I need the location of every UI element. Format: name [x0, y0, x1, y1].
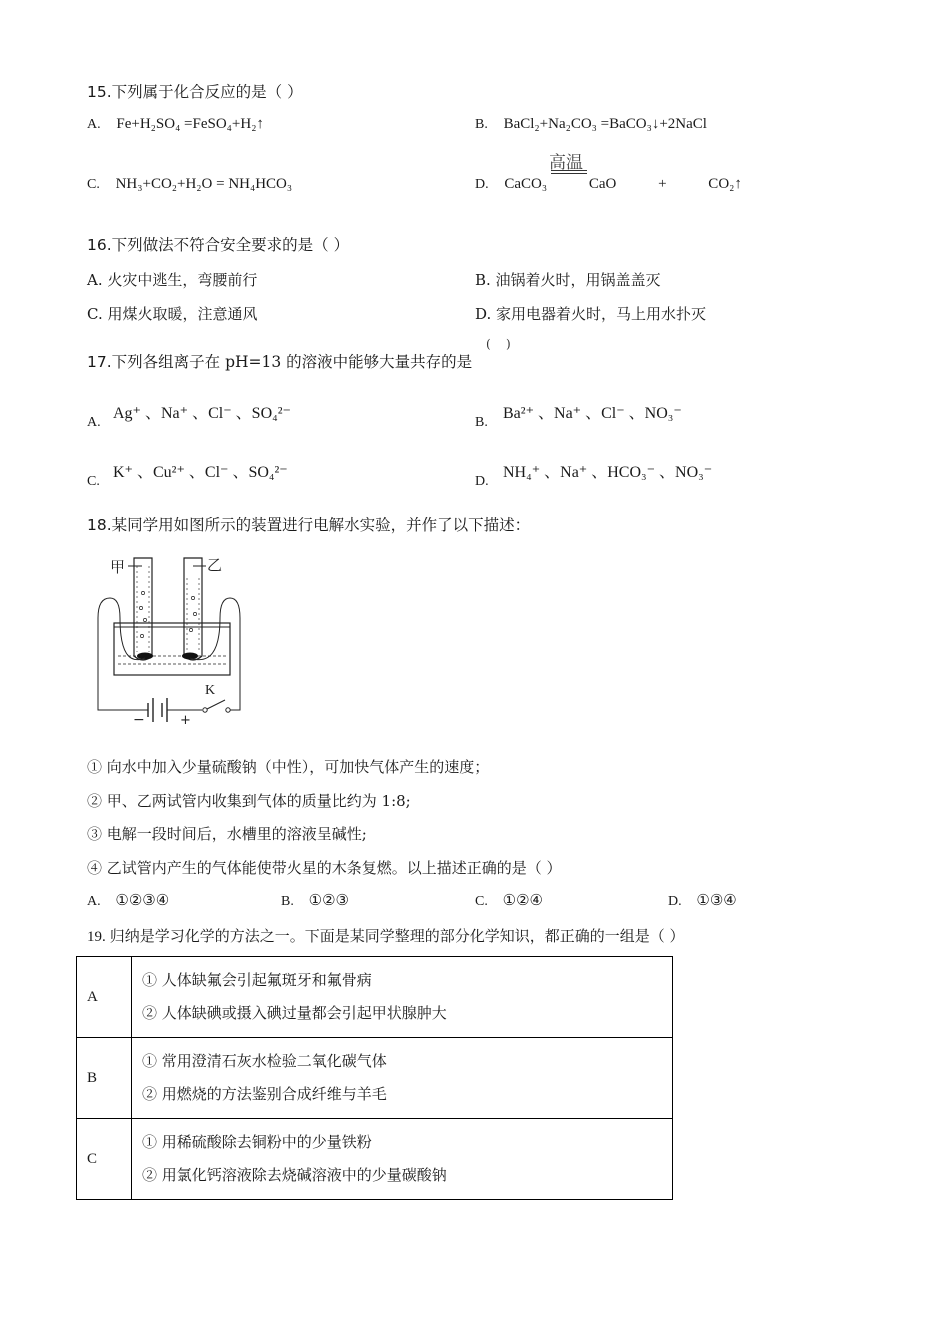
option-label: A. [87, 894, 101, 909]
q18-statement-4: ④ 乙试管内产生的气体能使带火星的木条复燃。以上描述正确的是（ ） [87, 859, 562, 877]
row-content [132, 1119, 673, 1200]
tube-jia [134, 558, 152, 660]
row-item: ② 用燃烧的方法鉴别合成纤维与羊毛 [142, 1085, 387, 1103]
equation: Fe+H₂SO₄ =FeSO₄+H₂↑ [116, 116, 264, 132]
option-text: ①③④ [696, 891, 737, 909]
q19-number: 19. [87, 929, 106, 945]
option-label: C. [87, 177, 100, 192]
q15-option-a [87, 116, 264, 133]
q16-stem [87, 233, 349, 255]
row-content [132, 957, 673, 1038]
option-label: C. [475, 894, 488, 909]
option-text: ①②③ [308, 891, 349, 909]
q18-statement-3: ③ 电解一段时间后，水槽里的溶液呈碱性; [87, 825, 367, 843]
bubble [193, 612, 196, 615]
row-key: C [77, 1119, 132, 1200]
row-content [132, 1038, 673, 1119]
q17-stem [87, 350, 472, 372]
q17-option-c-ions: K⁺ 、Cu²⁺ 、Cl⁻ 、SO₄²⁻ [113, 464, 288, 481]
row-key: B [77, 1038, 132, 1119]
equals-line-top [551, 170, 587, 171]
q16-option-d: D. 家用电器着火时，马上用水扑灭 [475, 305, 707, 323]
q17-option-a-ions: Ag⁺ 、Na⁺ 、Cl⁻ 、SO₄²⁻ [113, 405, 291, 422]
battery-minus: − [133, 712, 145, 728]
q15-stem [87, 80, 303, 102]
option-label: B. [281, 894, 294, 909]
q19-stem [87, 925, 685, 946]
q16-number: 16. [87, 236, 112, 254]
row-item: ① 人体缺氟会引起氟斑牙和氟骨病 [142, 971, 372, 989]
switch-label: K [205, 683, 216, 698]
bubble [140, 634, 143, 637]
q17-option-b [475, 411, 488, 431]
q18-option-c [475, 891, 543, 910]
q18-stem [87, 513, 530, 535]
q17-option-c [87, 470, 100, 490]
option-label: A. [87, 415, 101, 430]
q15-option-b [475, 116, 707, 133]
q18-option-b [281, 891, 349, 910]
equation: BaCl₂+Na₂CO₃ =BaCO₃↓+2NaCl [503, 116, 707, 132]
water-tank [114, 623, 230, 675]
option-label: D. [475, 474, 489, 489]
label-jia: 甲 [110, 558, 126, 576]
q15-option-c [87, 176, 292, 193]
q15-option-d [475, 176, 742, 193]
switch-terminal [226, 708, 230, 712]
row-item: ① 用稀硫酸除去铜粉中的少量铁粉 [142, 1133, 372, 1151]
switch-lever [207, 700, 225, 709]
table-row [77, 1038, 673, 1119]
q15-text: 下列属于化合反应的是（ ） [111, 83, 303, 101]
q16-text: 下列做法不符合安全要求的是（ ） [111, 236, 350, 254]
row-key: A [77, 957, 132, 1038]
bubble [141, 591, 144, 594]
equation: CaCO₃ CaO + CO₂↑ [504, 176, 742, 192]
equation: NH₃+CO₂+H₂O = NH₄HCO₃ [115, 176, 293, 192]
label-yi: 乙 [207, 556, 223, 574]
q17-option-a [87, 411, 101, 431]
q16-option-c: C. 用煤火取暖，注意通风 [87, 305, 258, 323]
q17-option-b-ions: Ba²⁺ 、Na⁺ 、Cl⁻ 、NO₃⁻ [503, 405, 682, 422]
option-label: B. [475, 415, 488, 430]
q18-number: 18. [87, 516, 112, 534]
q18-text: 某同学用如图所示的装置进行电解水实验，并作了以下描述： [111, 516, 531, 534]
switch-terminal [203, 708, 207, 712]
q18-statement-2: ② 甲、乙两试管内收集到气体的质量比约为 1:8; [87, 792, 411, 810]
q18-option-a [87, 891, 169, 910]
option-label: D. [475, 177, 489, 192]
wire-left [98, 598, 145, 710]
q17-text: 下列各组离子在 pH=13 的溶液中能够大量共存的是 [111, 353, 473, 371]
equals-line-bottom [551, 173, 587, 174]
battery-plus: + [180, 713, 191, 728]
option-label: C. [87, 474, 100, 489]
option-text: ①②④ [502, 891, 543, 909]
q19-text: 归纳是学习化学的方法之一。下面是某同学整理的部分化学知识，都正确的一组是（ ） [109, 927, 685, 945]
row-item: ② 用氯化钙溶液除去烧碱溶液中的少量碳酸钠 [142, 1166, 447, 1184]
q17-option-d-ions: NH₄⁺ 、Na⁺ 、HCO₃⁻ 、NO₃⁻ [503, 464, 713, 481]
q17-option-d [475, 470, 489, 490]
option-label: B. [475, 117, 488, 132]
row-item: ② 人体缺碘或摄入碘过量都会引起甲状腺肿大 [142, 1004, 447, 1022]
bubble [191, 596, 194, 599]
electrolysis-apparatus-figure [90, 548, 250, 733]
q18-option-d [668, 891, 737, 910]
option-label: D. [668, 894, 682, 909]
q17-number: 17. [87, 353, 112, 371]
option-label: A. [87, 117, 101, 132]
row-item: ① 常用澄清石灰水检验二氧化碳气体 [142, 1052, 387, 1070]
option-text: ①②③④ [115, 891, 170, 909]
table-row [77, 1119, 673, 1200]
reaction-condition: 高温 [549, 153, 583, 173]
bubble [139, 606, 142, 609]
q15-number: 15. [87, 83, 112, 101]
q17-answer-paren: ( ) [486, 337, 511, 351]
knowledge-table [76, 956, 673, 1200]
q16-option-b: B. 油锅着火时，用锅盖盖灭 [475, 271, 661, 289]
q18-statement-1: ① 向水中加入少量硫酸钠（中性），可加快气体产生的速度； [87, 758, 490, 776]
bubble [143, 618, 146, 621]
table-row [77, 957, 673, 1038]
q16-option-a: A. 火灾中逃生，弯腰前行 [87, 271, 258, 289]
bubble [189, 628, 192, 631]
